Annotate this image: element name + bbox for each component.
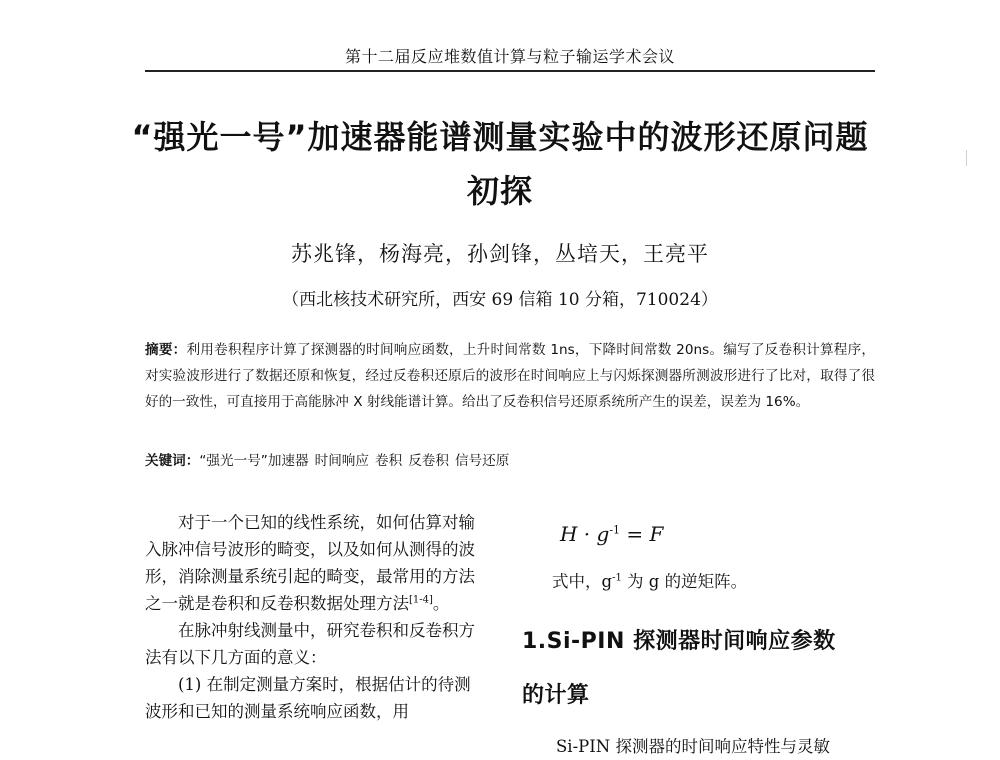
paper-title-line2: 初探 bbox=[466, 172, 533, 210]
keyword: 信号还原 bbox=[454, 453, 510, 469]
paper-title-line1: “强光一号”加速器能谱测量实验中的波形还原问题 bbox=[131, 118, 869, 156]
authors: 苏兆锋，杨海亮，孙剑锋，丛培天，王亮平 bbox=[291, 242, 709, 266]
equation bbox=[560, 522, 663, 546]
conference-header: 第十二届反应堆数值计算与粒子输运学术会议 bbox=[344, 47, 675, 66]
keyword: “强光一号”加速器 bbox=[199, 453, 309, 469]
abstract-label: 摘要： bbox=[145, 342, 187, 358]
keywords bbox=[145, 449, 875, 469]
paragraph-2: 在脉冲射线测量中，研究卷积和反卷积方法有以下几方面的意义： bbox=[145, 621, 475, 667]
equation-lhs: H · g bbox=[560, 522, 610, 546]
paragraph-1 bbox=[145, 509, 480, 617]
section-heading-line1: 1.Si-PIN 探测器时间响应参数 bbox=[522, 629, 836, 654]
paragraph-3: (1) 在制定测量方案时，根据估计的待测波形和已知的测量系统响应函数，用 bbox=[145, 675, 471, 721]
affiliation: （西北核技术研究所，西安 69 信箱 10 分箱，710024） bbox=[282, 290, 718, 310]
section-heading-line2: 的计算 bbox=[522, 683, 590, 708]
keyword: 时间响应 bbox=[314, 453, 369, 469]
abstract-text: 利用卷积程序计算了探测器的时间响应函数，上升时间常数 1ns，下降时间常数 20ns。编写了反卷积计算程序，对实验波形进行了数据还原和恢复，经过反卷积还原后的波形在时间响应上与闪烁探测器所测波形进行了比对，取得了很好的一致性，可直接用于高能脉冲 X 射线能谱计算。给出了反卷积信号还原系统所产生的误差，误差为 16%。 bbox=[145, 342, 876, 410]
right-column-text: Si-PIN 探测器的时间响应特性与灵敏 bbox=[556, 737, 830, 756]
citation-ref: [1-4] bbox=[409, 594, 433, 606]
equation-note-exponent: -1 bbox=[612, 572, 622, 584]
equation-note-post: 为 g 的逆矩阵。 bbox=[621, 572, 748, 591]
equation-exponent: -1 bbox=[609, 523, 621, 537]
keyword: 反卷积 bbox=[408, 453, 449, 469]
paragraph-1-end: 。 bbox=[432, 594, 450, 613]
left-column bbox=[145, 509, 480, 725]
paragraph-1-text: 对于一个已知的线性系统，如何估算对输入脉冲信号波形的畸变，以及如何从测得的波形，消除测量系统引起的畸变，最常用的方法之一就是卷积和反卷积数据处理方法 bbox=[145, 513, 475, 613]
keyword: 卷积 bbox=[375, 453, 403, 469]
header-rule bbox=[145, 70, 875, 72]
equation-note-pre: 式中，g bbox=[552, 572, 613, 591]
scan-mark bbox=[966, 150, 967, 166]
keywords-label: 关键词： bbox=[145, 453, 200, 469]
abstract bbox=[145, 337, 875, 415]
equation-rhs: = F bbox=[620, 522, 664, 546]
equation-note bbox=[552, 568, 747, 592]
